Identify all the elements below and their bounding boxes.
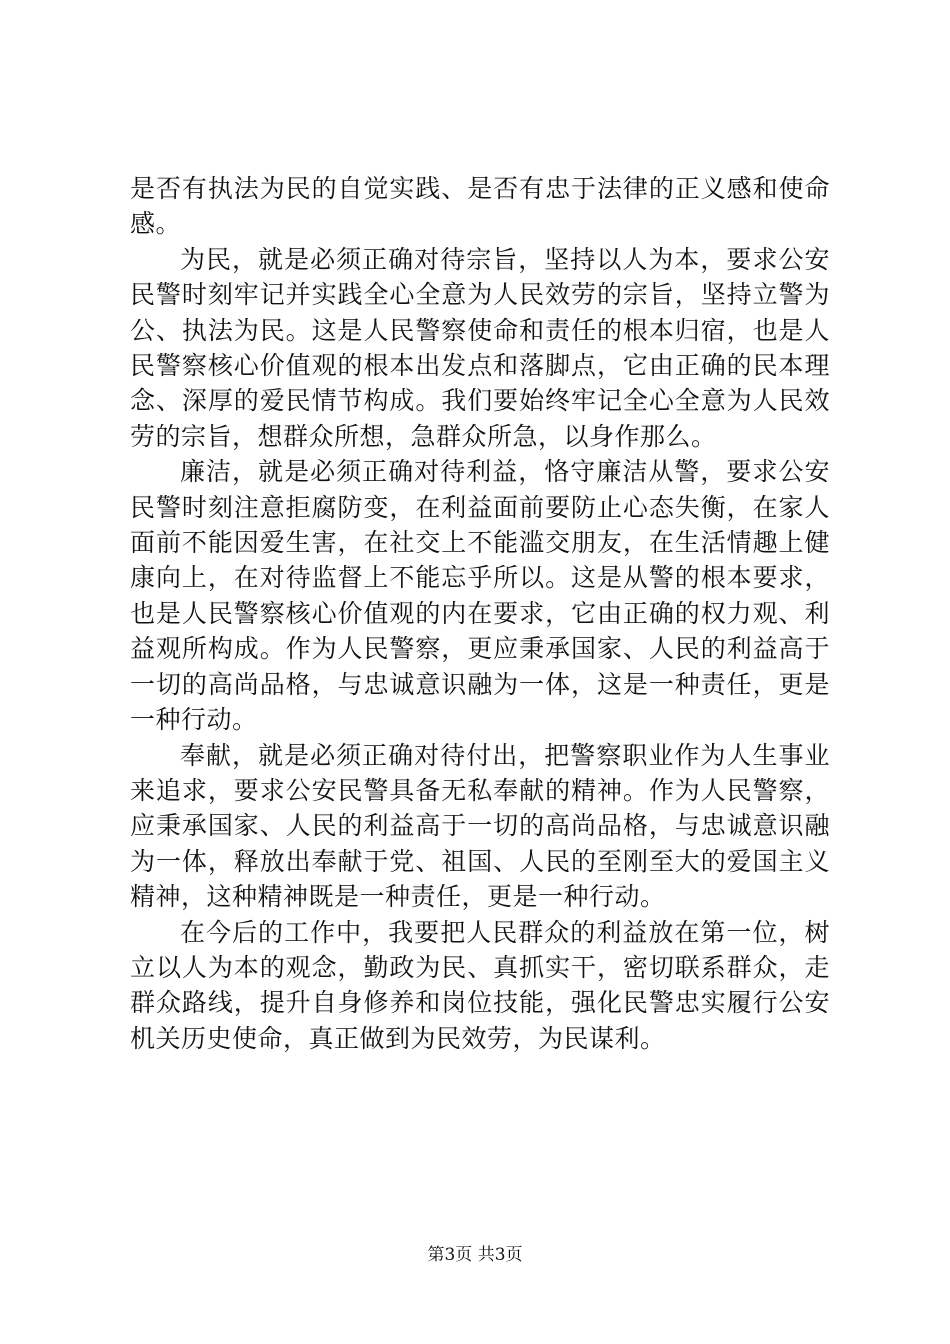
- page-number-footer: 第3页 共3页: [427, 1245, 523, 1265]
- paragraph-feng-xian: 奉献，就是必须正确对待付出，把警察职业作为人生事业来追求，要求公安民警具备无私奉献的精神。作为人民警察，应秉承国家、人民的利益高于一切的高尚品格，与忠诚意识融为一体，释放出奉献于党、祖国、人民的至刚至大的爱国主义精神，这种精神既是一种责任，更是一种行动。: [130, 740, 830, 912]
- document-body: [130, 171, 830, 1056]
- paragraph-wei-min: 为民，就是必须正确对待宗旨，坚持以人为本，要求公安民警时刻牢记并实践全心全意为人民效劳的宗旨，坚持立警为公、执法为民。这是人民警察使命和责任的根本归宿，也是人民警察核心价值观的根本出发点和落脚点，它由正确的民本理念、深厚的爱民情节构成。我们要始终牢记全心全意为人民效劳的宗旨，想群众所想，急群众所急，以身作那么。: [130, 244, 830, 451]
- paragraph-lian-jie: 廉洁，就是必须正确对待利益，恪守廉洁从警，要求公安民警时刻注意拒腐防变，在利益面前要防止心态失衡，在家人面前不能因爱生害，在社交上不能滥交朋友，在生活情趣上健康向上，在对待监督上不能忘乎所以。这是从警的根本要求，也是人民警察核心价值观的内在要求，它由正确的权力观、利益观所构成。作为人民警察，更应秉承国家、人民的利益高于一切的高尚品格，与忠诚意识融为一体，这是一种责任，更是一种行动。: [130, 457, 830, 735]
- paragraph-continuation: 是否有执法为民的自觉实践、是否有忠于法律的正义感和使命感。: [130, 174, 830, 239]
- paragraph-conclusion: 在今后的工作中，我要把人民群众的利益放在第一位，树立以人为本的观念，勤政为民、真抓实干，密切联系群众，走群众路线，提升自身修养和岗位技能，强化民警忠实履行公安机关历史使命，真正做到为民效劳，为民谋利。: [130, 917, 830, 1053]
